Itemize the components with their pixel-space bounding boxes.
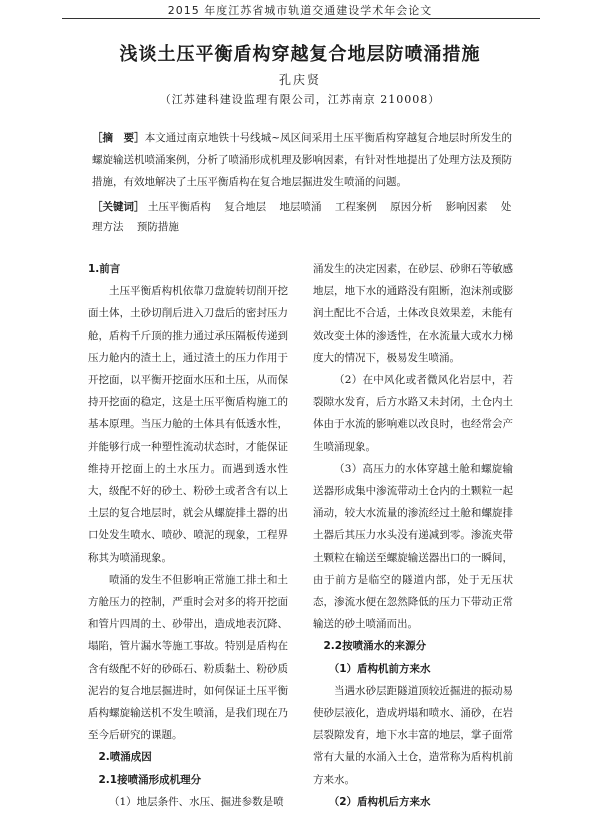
- section-heading: 1.前言: [88, 263, 121, 275]
- right-column: [313, 258, 513, 813]
- header-rule: [62, 18, 540, 19]
- keyword: 工程案例: [334, 201, 377, 213]
- body-paragraph: 涌发生的决定因素，在砂层、砂卵石等敏感地层，地下水的通路没有阻断，泡沫剂或膨润土配比不合适，土体改良效果差，未能有效改变土体的渗透性，在水流量大或水力梯度大的情况下，极易发生喷涌。: [313, 263, 513, 364]
- subsubsection-heading: （2）盾构机后方来水: [328, 795, 431, 808]
- keyword: 地层喷涌: [279, 201, 322, 213]
- keyword: 影响因素: [445, 201, 488, 213]
- body-paragraph: 当遇水砂层距隧道顶较近掘进的振动易使砂层液化，造成坍塌和喷水、涌砂，在岩层裂隙发育，地下水丰富的地层，掌子面常常有大量的水涌入土仓，造常称为盾构机前方来水。: [313, 684, 513, 786]
- body-paragraph: （1）地层条件、水压、掘进参数是喷: [109, 795, 284, 808]
- author-affiliation: （江苏建科建设监理有限公司，江苏南京 210008）: [159, 93, 441, 106]
- paper-title: 浅谈土压平衡盾构穿越复合地层防喷涌措施: [119, 44, 481, 65]
- abstract-text: 本文通过南京地铁十号线城~凤区间采用土压平衡盾构穿越复合地层时所发生的螺旋输送机喷涌案例，分析了喷涌形成机理及影响因素，有针对性地提出了处理方法及预防措施，有效地解决了土压平衡盾构在复合地层掘进发生喷涌的问题。: [92, 132, 512, 188]
- author-name: 孔庆贤: [278, 73, 321, 87]
- running-header: 2015 年度江苏省城市轨道交通建设学术年会论文: [167, 4, 433, 17]
- body-paragraph: （3）高压力的水体穿越土舱和螺旋输送器形成集中渗流带动土仓内的土颗粒一起涌动，较大水流量的渗流经过土舱和螺旋排土器后其压力水头没有递减到零。渗流夹带土颗粒在输送至螺旋输送器出口的一瞬间，由于前方是临空的隧道内部，处于无压状态，渗流水便在忽然降低的压力下带动正常输送的砂土喷涌而出。: [313, 462, 513, 631]
- keyword: 处理方法: [92, 201, 512, 233]
- abstract: [92, 127, 512, 193]
- keyword: 复合地层: [224, 201, 267, 213]
- abstract-label: ［摘 要］: [92, 132, 145, 144]
- subsubsection-heading: （1）盾构机前方来水: [328, 662, 431, 675]
- body-paragraph: 土压平衡盾构机依靠刀盘旋转切削开挖面土体，土砂切削后进入刀盘后的密封压力舱，盾构千斤顶的推力通过承压隔板传递到压力舱内的渣土上，通过渣土的压力作用于开挖面，以平衡开挖面水压和土压，从而保持开挖面的稳定，这是土压平衡盾构施工的基本原理。当压力舱的土体具有低透水性，并能够行成一种塑性流动状态时，才能保证维持开挖面上的土水压力。而遇到透水性大，级配不好的砂土、粉砂土或者含有以上土层的复合地层时，就会从螺旋排土器的出口处发生喷水、喷砂、喷泥的现象，工程界称其为喷涌现象。: [88, 285, 288, 564]
- keywords: [92, 197, 512, 237]
- body-paragraph: （2）在中风化或者微风化岩层中，若裂隙水发育，后方水路又未封闭，土仓内土体由于水流的影响难以改良时，也经常会产生喷涌现象。: [313, 374, 513, 453]
- keyword: 土压平衡盾构: [147, 201, 211, 213]
- keyword: 预防措施: [136, 221, 179, 233]
- left-column: [88, 258, 288, 813]
- keyword: 原因分析: [390, 201, 433, 213]
- keywords-label: ［关键词］: [92, 201, 145, 213]
- subsection-heading: 2.2按喷涌水的来源分: [323, 640, 427, 653]
- subsection-heading: 2.1接喷涌形成机理分: [98, 773, 202, 786]
- body-paragraph: 喷涌的发生不但影响正常施工排土和土方舱压力的控制，严重时会对多的将开挖面和管片四周的土、砂带出，造成地表沉降、塌陷，管片漏水等施工事故。特别是盾构在含有级配不好的砂砾石、粉质黏土、粉砂质泥岩的复合地层掘进时，如何保证土压平衡盾构螺旋输送机不发生喷涌，是我们现在乃至今后研究的课题。: [88, 573, 288, 742]
- section-heading: 2.喷涌成因: [98, 751, 152, 764]
